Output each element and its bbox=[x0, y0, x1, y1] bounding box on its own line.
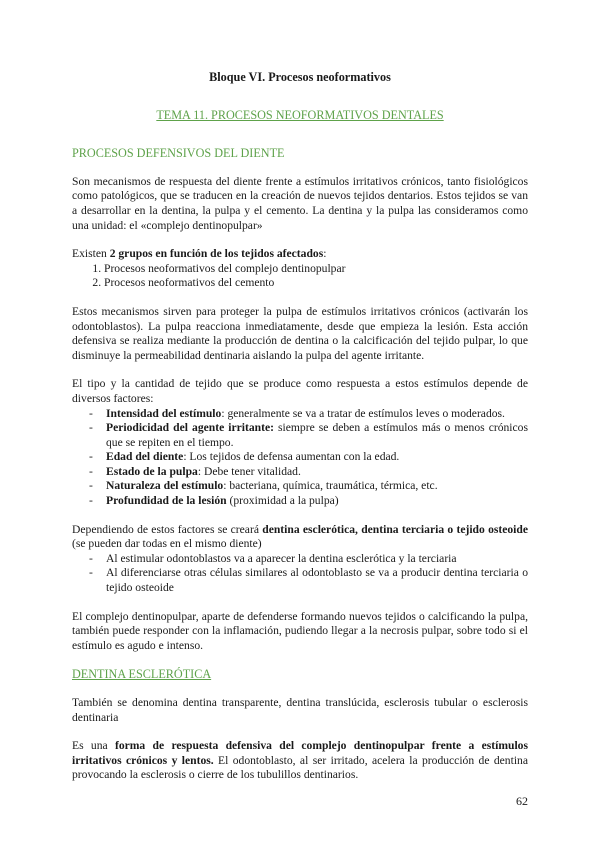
paragraph-definition: Son mecanismos de respuesta del diente frente a estímulos irritativos crónicos, tanto fisiológicos como patológicos, que se traducen en la creación de nuevos tejidos dentarios. Estos tejidos se van a desarrollar en la dentina, la pulpa y el cemento. La dentina y la pulpa las consideramos como una unidad: el «complejo dentinopulpar» bbox=[72, 174, 528, 232]
paragraph-dependency: Dependiendo de estos factores se creará dentina esclerótica, dentina terciaria o tejido osteoide (se pueden dar todas en el mismo diente) bbox=[72, 522, 528, 551]
paragraph-synonyms: También se denomina dentina transparente, dentina translúcida, esclerosis tubular o esclerosis dentinaria bbox=[72, 696, 528, 724]
list-item: - Edad del diente: Los tejidos de defensa aumentan con la edad. bbox=[106, 450, 528, 465]
paragraph-response-form: Es una forma de respuesta defensiva del complejo dentinopulpar frente a estímulos irritativos crónicos y lentos. El odontoblasto, al ser irritado, acelera la producción de dentina provocando la esclerosis o cierre de los tubulillos dentinarios. bbox=[72, 739, 528, 782]
list-item: - Al estimular odontoblastos va a aparecer la dentina esclerótica y la terciaria bbox=[106, 552, 528, 567]
document-page bbox=[72, 70, 528, 797]
list-item: 2. Procesos neoformativos del cemento bbox=[104, 276, 528, 291]
list-item: - Profundidad de la lesión (proximidad a la pulpa) bbox=[106, 494, 528, 509]
paragraph-groups-intro: Existen 2 grupos en función de los tejidos afectados: bbox=[72, 247, 327, 261]
groups-intro-bold: 2 grupos en función de los tejidos afectados bbox=[109, 247, 324, 261]
list-item: - Periodicidad del agente irritante: siempre se deben a estímulos más o menos crónicos que se repiten en el tiempo. bbox=[106, 421, 528, 450]
paragraph-mechanisms: Estos mecanismos sirven para proteger la pulpa de estímulos irritativos crónicos (activarán los odontoblastos). La pulpa reacciona inmediatamente, desde que empieza la lesión. Esta acción defensiva se realiza mediante la producción de dentina o la calcificación del tejido pulpar, lo que disminuye la permeabilidad dentinaria aislando la pulpa del agente irritante. bbox=[72, 304, 528, 362]
list-item: - Al diferenciarse otras células similares al odontoblasto se va a producir dentina terciaria o tejido osteoide bbox=[106, 566, 528, 595]
section-heading-procesos-defensivos: PROCESOS DEFENSIVOS DEL DIENTE bbox=[72, 146, 285, 161]
tema-title: TEMA 11. PROCESOS NEOFORMATIVOS DENTALES bbox=[156, 107, 444, 122]
page-number: 62 bbox=[516, 794, 528, 808]
list-item: - Intensidad del estímulo: generalmente se va a tratar de estímulos leves o moderados. bbox=[106, 407, 528, 422]
bloque-title: Bloque VI. Procesos neoformativos bbox=[209, 70, 391, 84]
list-item: 1. Procesos neoformativos del complejo dentinopulpar bbox=[104, 262, 528, 277]
dependency-list bbox=[72, 552, 528, 596]
section-heading-dentina-esclerotica: DENTINA ESCLERÓTICA bbox=[72, 667, 212, 682]
paragraph-inflammation: El complejo dentinopulpar, aparte de defenderse formando nuevos tejidos o calcificando la pulpa, también puede responder con la inflamación, pudiendo llegar a la necrosis pulpar, sobre todo si el estímulo es agudo e intenso. bbox=[72, 609, 528, 652]
list-item: - Estado de la pulpa: Debe tener vitalidad. bbox=[106, 465, 528, 480]
factors-list bbox=[72, 407, 528, 509]
groups-list bbox=[72, 262, 528, 291]
paragraph-factors-intro: El tipo y la cantidad de tejido que se produce como respuesta a estos estímulos depende de diversos factores: bbox=[72, 377, 528, 405]
list-item: - Naturaleza del estímulo: bacteriana, química, traumática, térmica, etc. bbox=[106, 479, 528, 494]
